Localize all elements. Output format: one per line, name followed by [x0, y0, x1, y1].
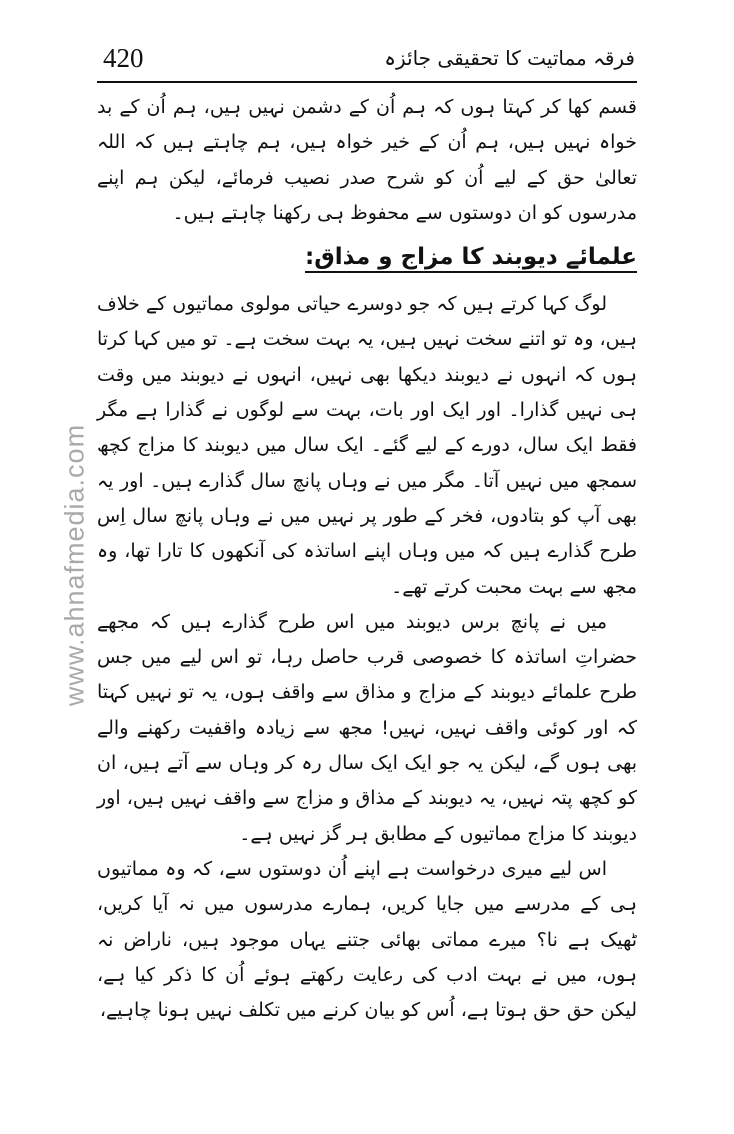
- watermark-text: www.ahnafmedia.com: [59, 423, 90, 707]
- page-number: 420: [103, 43, 144, 73]
- paragraph-2: لوگ کہا کرتے ہیں کہ جو دوسرے حیاتی مولوی مماتیوں کے خلاف ہیں، وہ تو اتنے سخت نہیں ہیں، یہ بہت سخت ہے۔ تو میں کہا کرتا ہوں کہ انہوں نے دیوبند دیکھا بھی نہیں، انہوں نے دیوبند میں وقت ہی نہیں گذارا۔ اور ایک اور بات، بہت سے لوگوں نے گذارا ہے مگر فقط ایک سال، دورے کے لیے گئے۔ ایک سال میں دیوبند کا مزاج کچھ سمجھ میں نہیں آتا۔ مگر میں نے وہاں پانچ سال گذارے ہیں۔ اور یہ بھی آپ کو بتادوں، فخر کے طور پر نہیں میں نے وہاں پانچ سال اِس طرح گذارے ہیں کہ میں وہاں اپنے اساتذہ کی آنکھوں کا تارا تھا، وہ مجھ سے بہت محبت کرتے تھے۔: [97, 293, 637, 598]
- page-header: [97, 42, 637, 82]
- header-rule: [97, 81, 637, 83]
- paragraph-3: میں نے پانچ برس دیوبند میں اس طرح گذارے ہیں کہ مجھے حضراتِ اساتذہ کا خصوصی قرب حاصل رہا، تو اس لیے میں جس طرح علمائے دیوبند کے مزاج و مذاق سے واقف ہوں، یہ تو نہیں کہتا کہ اور کوئی واقف نہیں، نہیں! مجھ سے زیادہ واقفیت رکھنے والے بھی ہوں گے، لیکن یہ جو ایک ایک سال رہ کر وہاں سے آتے ہیں، ان کو کچھ پتہ نہیں، یہ دیوبند کے مذاق و مزاج سے واقف نہیں ہیں، اور دیوبند کا مزاج مماتیوں کے مطابق ہر گز نہیں ہے۔: [97, 610, 637, 845]
- section-heading-text: علمائے دیوبند کا مزاج و مذاق:: [305, 244, 637, 273]
- running-title: فرقہ مماتیت کا تحقیقی جائزہ: [384, 46, 635, 70]
- page-body: [97, 90, 637, 1028]
- section-heading: [97, 235, 637, 279]
- paragraph-1: قسم کھا کر کہتا ہوں کہ ہم اُن کے دشمن نہیں ہیں، ہم اُن کے بد خواہ نہیں ہیں، ہم اُن کے خیر خواہ ہیں، ہم چاہتے ہیں کہ اللہ تعالیٰ حق کے لیے اُن کو شرح صدر نصیب فرمائے، لیکن ہم اپنے مدرسوں کو ان دوستوں سے محفوظ ہی رکھنا چاہتے ہیں۔: [97, 96, 637, 224]
- paragraph-4: اس لیے میری درخواست ہے اپنے اُن دوستوں سے، کہ وہ مماتیوں ہی کے مدرسے میں جایا کریں، ہمارے مدرسوں میں نہ آیا کریں، ٹھیک ہے نا؟ میرے مماتی بھائی جتنے یہاں موجود ہیں، ناراض نہ ہوں، میں نے بہت ادب کی رعایت رکھتے ہوئے اُن کا ذکر کیا ہے، لیکن حق حق ہوتا ہے، اُس کو بیان کرنے میں تکلف نہیں ہونا چاہیے،: [97, 857, 637, 1022]
